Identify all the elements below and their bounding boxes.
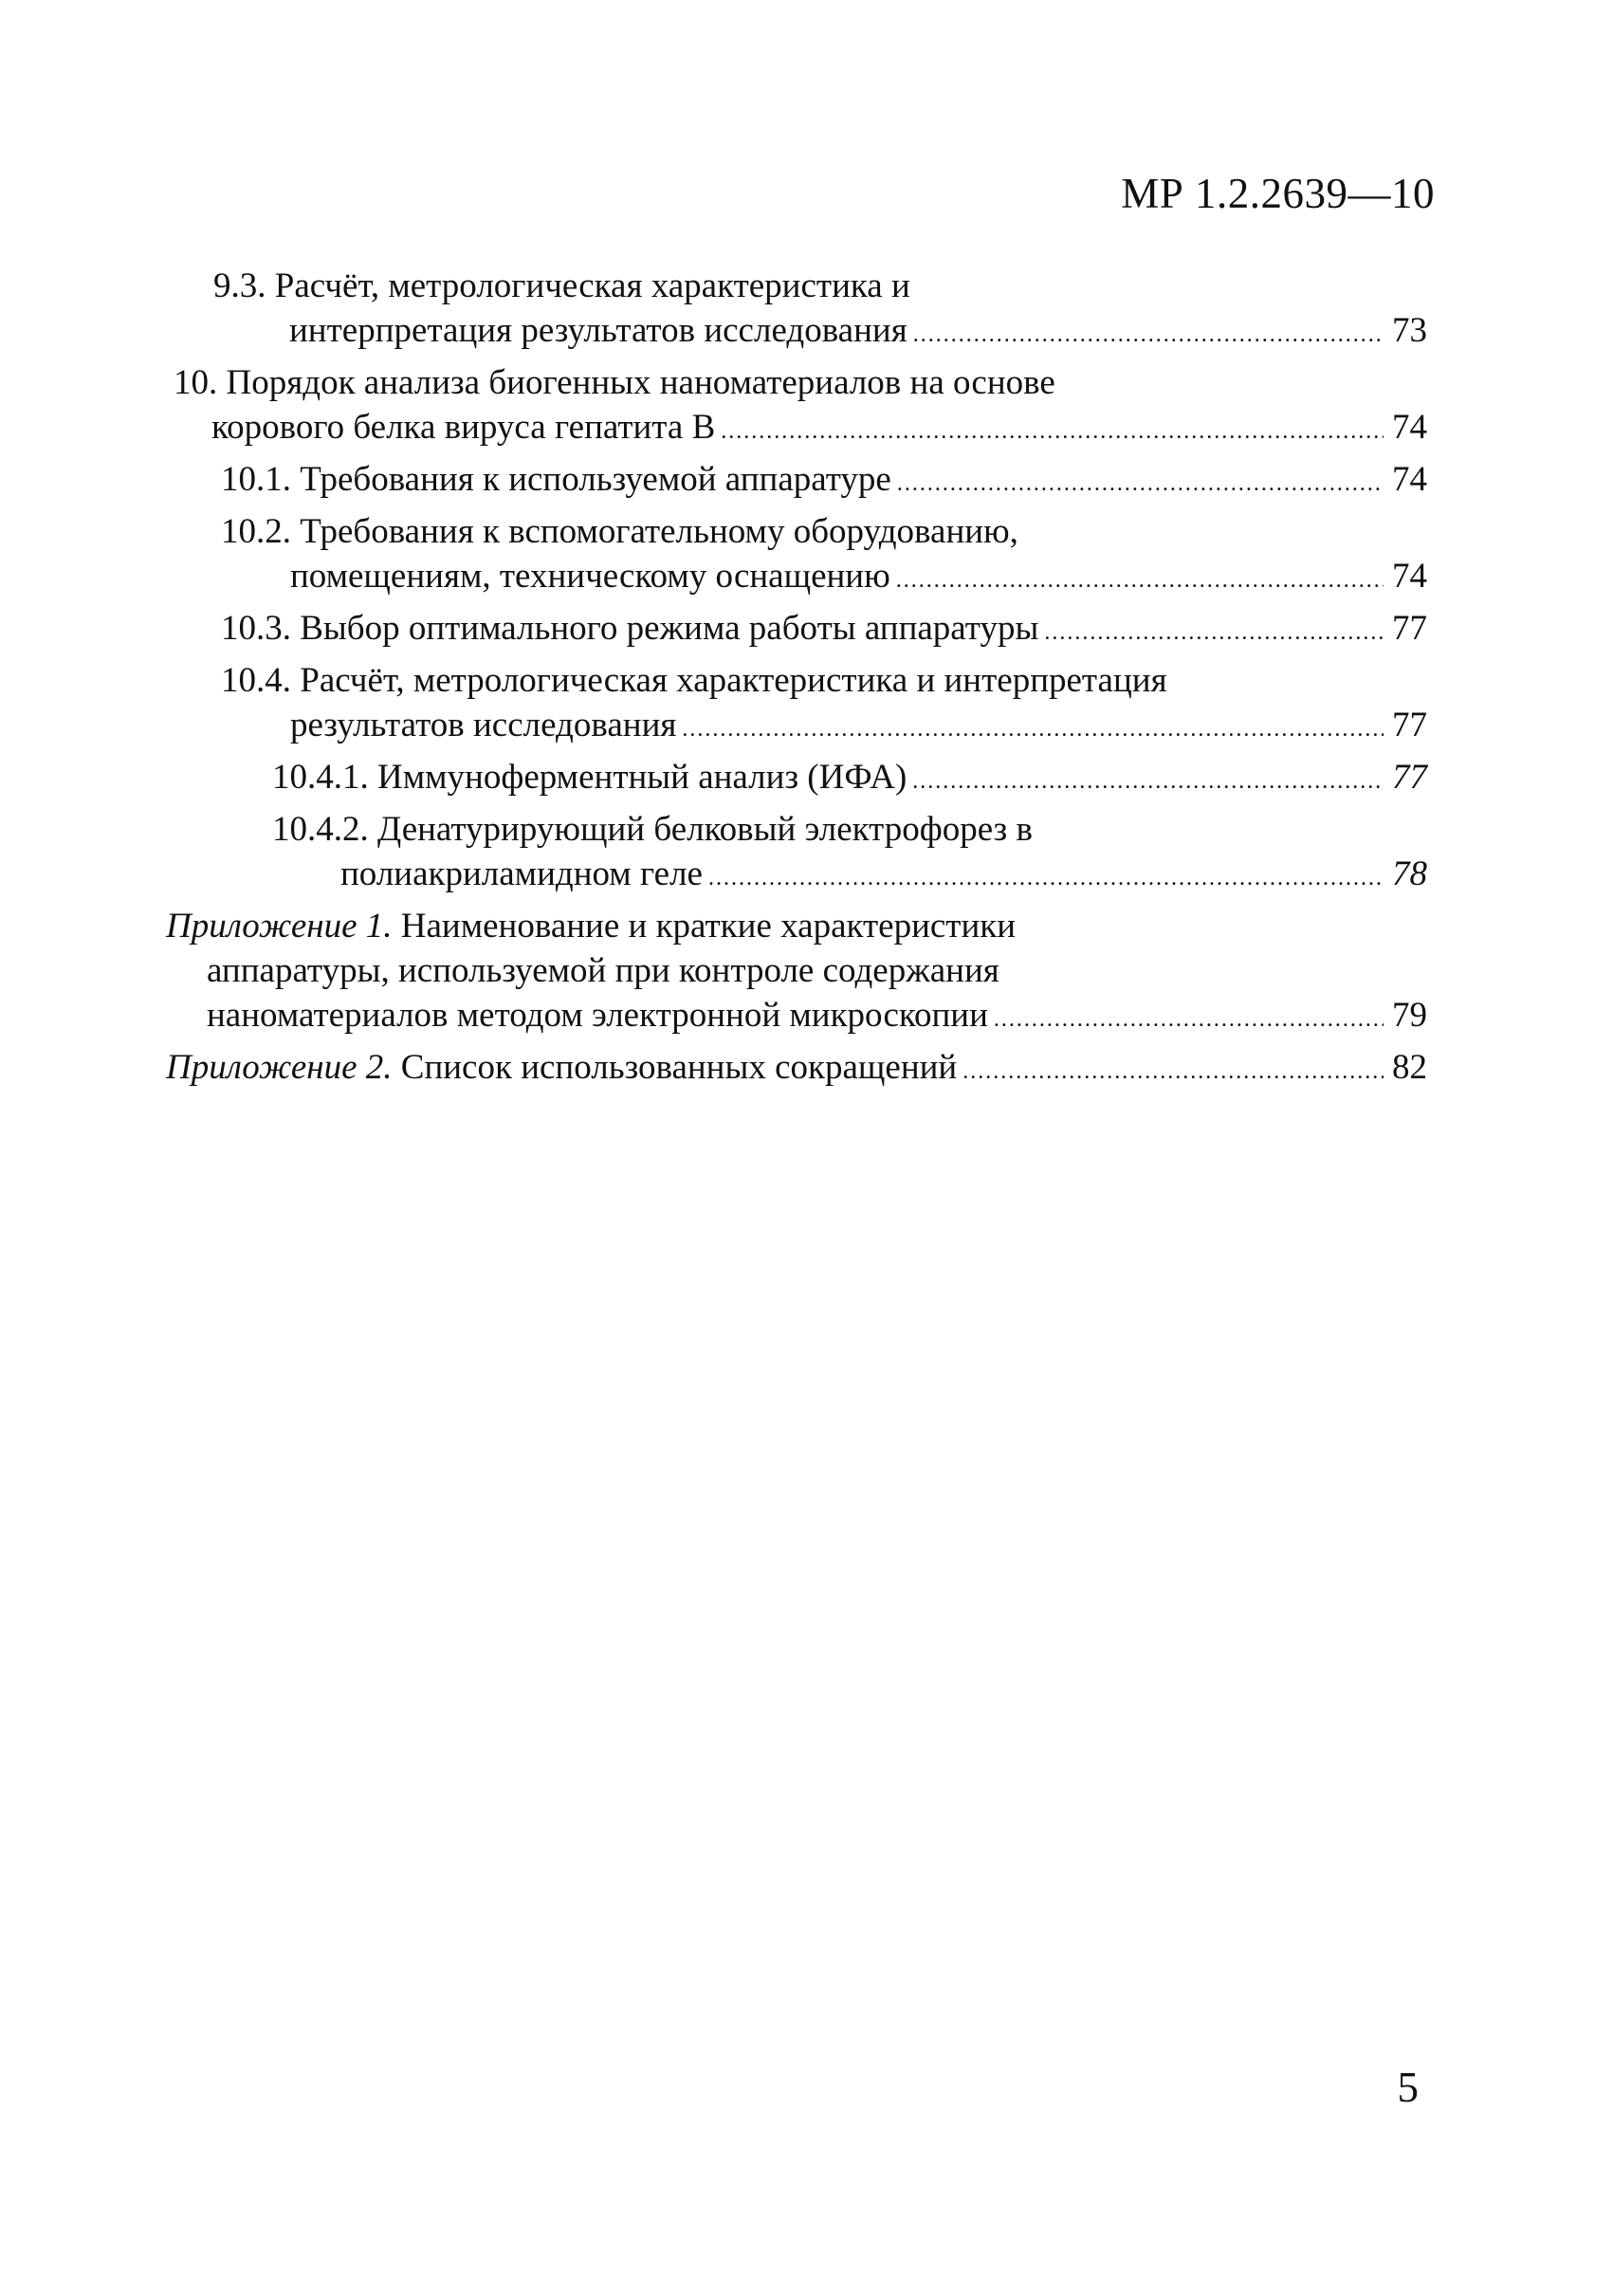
- dot-leader: [896, 559, 1384, 603]
- toc-entry-appendix-2: [166, 1045, 1427, 1094]
- toc-entry-text: 10. Порядок анализа биогенных наноматериалов на основе: [174, 363, 1055, 402]
- toc-page-number: 73: [1392, 311, 1427, 350]
- toc-entry-appendix-1: [166, 904, 1427, 1042]
- toc-entry-text: интерпретация результатов исследования: [289, 311, 907, 350]
- toc-entry-text: Наименование и краткие характеристики: [392, 907, 1017, 946]
- toc-page-number: 74: [1392, 460, 1427, 499]
- toc-entry-text: наноматериалов методом электронной микроскопии: [207, 996, 988, 1035]
- toc-entry-text: помещениям, техническому оснащению: [290, 557, 890, 596]
- appendix-label: Приложение 2.: [166, 1048, 393, 1087]
- toc-entry-10-2: [166, 509, 1427, 603]
- dot-leader: [682, 707, 1384, 752]
- toc-page-number: 82: [1392, 1048, 1427, 1087]
- dot-leader: [912, 760, 1384, 804]
- toc-entry-10-4: [166, 658, 1427, 752]
- toc-entry-text: 10.4. Расчёт, метрологическая характеристика и интерпретация: [221, 661, 1167, 700]
- dot-leader: [1044, 611, 1384, 655]
- toc-entry-text: 10.3. Выбор оптимального режима работы аппаратуры: [221, 609, 1039, 648]
- dot-leader: [721, 410, 1384, 454]
- toc-page-number: 74: [1392, 557, 1427, 596]
- dot-leader: [913, 313, 1384, 358]
- toc-entry-text: аппаратуры, используемой при контроле содержания: [207, 951, 999, 990]
- toc-page-number: 74: [1392, 408, 1427, 447]
- page-number: 5: [1397, 2064, 1419, 2111]
- toc-entry-text: 10.1. Требования к используемой аппаратуре: [221, 460, 891, 499]
- toc-entry-text: 9.3. Расчёт, метрологическая характеристика и: [213, 266, 910, 305]
- toc-entry-text: Список использованных сокращений: [392, 1048, 958, 1087]
- toc-entry-text: полиакриламидном геле: [340, 854, 703, 893]
- toc-entry-10-4-2: [166, 807, 1427, 901]
- dot-leader: [962, 1050, 1384, 1094]
- toc-entry-10-3: [166, 606, 1427, 655]
- toc-entry-9-3: [166, 264, 1427, 358]
- toc-entry-text: 10.4.1. Иммуноферментный анализ (ИФА): [272, 758, 907, 797]
- toc-entry-10-1: [166, 457, 1427, 506]
- appendix-label: Приложение 1.: [166, 907, 393, 946]
- toc-page-number: 77: [1392, 609, 1427, 648]
- dot-leader: [994, 998, 1384, 1042]
- toc-entry-text: 10.2. Требования к вспомогательному оборудованию,: [221, 512, 1018, 551]
- toc-entry-text: корового белка вируса гепатита В: [211, 408, 716, 447]
- toc-entry-10: [166, 360, 1427, 454]
- toc-entry-text: результатов исследования: [290, 706, 677, 744]
- toc-page-number: 77: [1392, 758, 1427, 797]
- dot-leader: [708, 856, 1384, 901]
- document-code-header: МР 1.2.2639—10: [1121, 170, 1435, 217]
- dot-leader: [897, 462, 1384, 506]
- table-of-contents: [166, 264, 1427, 1094]
- toc-entry-10-4-1: [166, 755, 1427, 804]
- toc-page-number: 78: [1392, 854, 1427, 893]
- toc-page-number: 77: [1392, 706, 1427, 744]
- toc-entry-text: 10.4.2. Денатурирующий белковый электрофорез в: [272, 810, 1033, 849]
- toc-page-number: 79: [1392, 996, 1427, 1035]
